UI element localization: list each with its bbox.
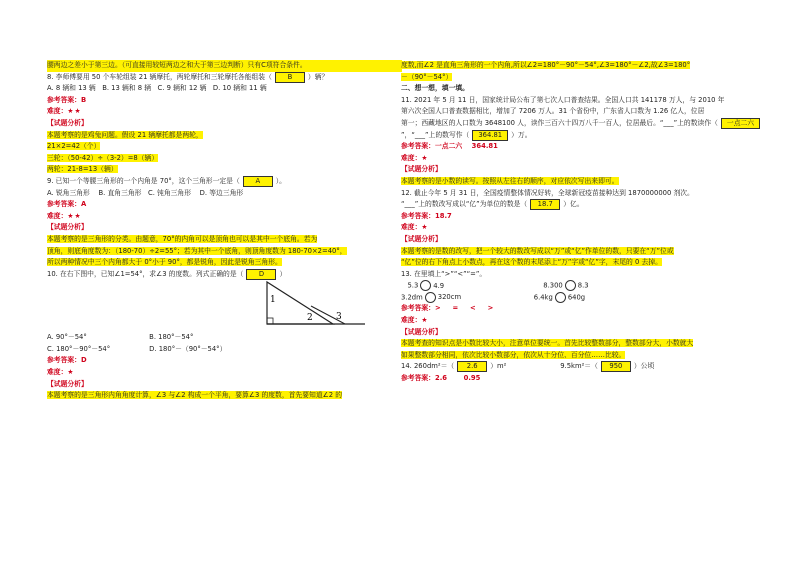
answer-value: 2.6 0.95	[434, 374, 481, 383]
analysis-line: 本题考察的是小数的读写。按照从左往右的顺序，对应依次写出来即可。	[401, 176, 619, 185]
options-row	[47, 332, 402, 344]
question-11-line	[401, 130, 756, 142]
question-text: 14. 260dm²＝（	[401, 362, 455, 371]
reference-answer	[401, 373, 756, 385]
reference-answer	[401, 303, 756, 315]
answer-value: A	[80, 200, 87, 209]
analysis-heading: 【试题分析】	[401, 165, 442, 174]
option-d: D. 180°－（90°－54°）	[149, 344, 227, 353]
answer-box: A	[243, 176, 273, 187]
question-11-line: 第六次全国人口普查数据相比，增加了 7206 万人。31 个省份中，广东省人口数为 1.26 亿人，位居	[401, 107, 705, 116]
difficulty-label: 难度：	[401, 223, 422, 232]
answer-box: 一点二六	[721, 118, 760, 129]
answer-value: D	[80, 356, 87, 365]
analysis-heading: 【试题分析】	[401, 234, 442, 243]
angle-2-label: 2	[307, 313, 313, 324]
answer-label: 参考答案：	[47, 200, 81, 209]
option-a: A. 90°－54°	[47, 333, 87, 342]
option-a: A. 8 辆和 13 辆	[47, 84, 96, 93]
question-text: 8. 李师傅要用 50 个车轮组装 21 辆摩托，两轮摩托和三轮摩托各能组装（	[47, 72, 272, 81]
difficulty-label: 难度：	[401, 153, 422, 162]
answer-label: 参考答案：	[401, 142, 435, 151]
question-11-line: 11. 2021 年 5 月 11 日，国家统计局公布了第七次人口普查结果。全国人口共 141178 万人，与 2010 年	[401, 95, 725, 104]
option-d: D. 10 辆和 11 辆	[212, 84, 267, 93]
difficulty-label: 难度：	[401, 316, 422, 325]
angle-1-label: 1	[270, 295, 276, 306]
difficulty-label: 难度：	[47, 107, 68, 116]
analysis-line: 顶角，则底角度数为：（180-70）÷2=55°；若为其中一个底角，则顶角度数为 180-70×2=40°，	[47, 246, 347, 255]
question-text: 10. 在右下图中，已知∠1=54°，求∠3 的度数。列式正确的是（	[47, 269, 244, 278]
difficulty-stars: ★	[421, 153, 429, 162]
compare-left: 6.4kg	[533, 293, 553, 302]
analysis-line: 本题考察的是鸡兔问题。假设 21 辆摩托都是两轮，	[47, 130, 203, 139]
question-unit: ）公顷	[633, 362, 655, 371]
answer-value: 18.7	[434, 211, 452, 220]
difficulty-stars: ★	[67, 368, 75, 377]
analysis-line: 两轮：21-8=13（辆）	[47, 165, 118, 174]
option-c: C. 180°－90°－54°	[47, 344, 111, 353]
compare-right: 320cm	[437, 293, 462, 302]
section-heading: 二、想一想，填一填。	[401, 84, 469, 93]
compare-left: 8.300	[543, 281, 563, 290]
difficulty	[47, 211, 402, 223]
question-tail: ）。	[275, 176, 286, 185]
compare-left: 3.2dm	[401, 293, 423, 302]
compare-right: 640g	[567, 293, 586, 302]
analysis-line: 如果整数部分相同，依次比较小数部分，依次从十分位、百分位……比较。	[401, 350, 626, 359]
answer-value: > = < >	[434, 304, 494, 313]
reference-answer	[47, 199, 402, 211]
answer-label: 参考答案：	[401, 304, 435, 313]
right-triangle-diagram	[215, 280, 365, 332]
question-text: 第一；西藏地区的人口数为 3648100 人，读作三百六十四万八千一百人，位居最后。“___”上的数读作（	[401, 118, 718, 127]
reference-answer	[47, 95, 402, 107]
reference-answer	[401, 211, 756, 223]
question-tail: ）	[279, 269, 287, 278]
angle-3-label: 3	[336, 312, 342, 323]
analysis-line: 度数,而∠2 是直角三角形的一个内角,所以∠2=180°－90°－54°,∠3=180°－∠2,故∠3=180°	[401, 61, 691, 69]
difficulty	[401, 222, 756, 234]
option-b: B. 13 辆和 8 辆	[102, 84, 152, 93]
answer-label: 参考答案：	[47, 95, 81, 104]
option-d: D. 等边三角形	[199, 188, 244, 197]
answer-box: B	[275, 72, 305, 83]
question-text: ”，“___”上的数写作（	[401, 130, 470, 139]
question-unit: ）m²	[490, 362, 507, 371]
answer-box: 18.7	[530, 199, 560, 210]
right-column	[401, 60, 756, 385]
question-12-line	[401, 199, 756, 211]
answer-box: 364.81	[472, 130, 508, 141]
options-row	[47, 344, 402, 356]
analysis-line: －（90°－54°）	[401, 72, 453, 81]
answer-value: B	[80, 95, 87, 104]
analysis-line: “亿”位的右下角点上小数点，再在这个数的末尾添上“万”字或“亿”字，末尾的 0 去掉。	[401, 258, 662, 267]
difficulty-stars: ★	[421, 223, 429, 232]
analysis-line: 本题考察的是三角形的分类。由题意，70°的内角可以是顶角也可以是其中一个底角。若为	[47, 234, 318, 243]
reference-answer	[401, 141, 756, 153]
analysis-line: 三轮：（50-42）÷（3-2）=8（辆）	[47, 153, 159, 162]
analysis-heading: 【试题分析】	[47, 223, 88, 232]
answer-label: 参考答案：	[401, 211, 435, 220]
option-b: B. 直角三角形	[98, 188, 142, 197]
analysis-heading: 【试题分析】	[401, 327, 442, 336]
options-row	[47, 188, 402, 200]
question-9	[47, 176, 402, 188]
difficulty-label: 难度：	[47, 211, 68, 220]
question-13: 13. 在里填上“>”“<”“=”。	[401, 269, 487, 278]
difficulty	[47, 106, 402, 118]
answer-box: 950	[601, 361, 631, 372]
analysis-line: 本题考察的是数的改写，把一个较大的数改写成以“万”或“亿”作单位的数，只要在“万”位或	[401, 246, 674, 255]
difficulty	[47, 367, 402, 379]
difficulty-label: 难度：	[47, 368, 68, 377]
question-text: 9. 已知一个等腰三角形的一个内角是 70°，这个三角形一定是（	[47, 176, 240, 185]
answer-value: 一点二六 364.81	[434, 142, 498, 151]
analysis-line: 本题考查的知识点是小数比较大小，注意单位要统一。首先比较整数部分，整数部分大，小数就大	[401, 339, 694, 348]
question-text: 9.5km²＝（	[560, 362, 598, 371]
analysis-line: 21×2=42（个）	[47, 142, 101, 151]
analysis-heading: 【试题分析】	[47, 118, 88, 127]
difficulty-stars: ★★	[67, 107, 82, 116]
left-column	[47, 60, 402, 402]
compare-left: 5.3	[407, 281, 419, 290]
question-14	[401, 361, 756, 373]
answer-label: 参考答案：	[401, 374, 435, 383]
difficulty	[401, 153, 756, 165]
option-a: A. 锐角三角形	[47, 188, 90, 197]
question-8	[47, 72, 402, 84]
analysis-heading: 【试题分析】	[47, 379, 88, 388]
question-tail: ）万。	[511, 130, 532, 139]
compare-circle[interactable]	[555, 292, 566, 303]
compare-circle[interactable]	[565, 280, 576, 291]
question-10	[47, 269, 402, 281]
analysis-line: 本题考察的是三角形内角角度计算，∠3 与∠2 构成一个平角，要算∠3 的度数，首先要知道∠2 的	[47, 391, 342, 400]
analysis-line: 所以两种情况中三个内角都大于 0°小于 90°，都是锐角，因此是锐角三角形。	[47, 258, 282, 267]
question-12-line: 12. 截止今年 5 月 31 日，全国疫情整体情况好转，全球新冠疫苗接种达到 1870000000 剂次。	[401, 188, 694, 197]
question-tail: ）亿。	[563, 200, 584, 209]
compare-circle[interactable]	[425, 292, 436, 303]
difficulty-stars: ★	[421, 316, 429, 325]
option-c: C. 9 辆和 12 辆	[157, 84, 207, 93]
question-11-line	[401, 118, 756, 130]
answer-label: 参考答案：	[47, 356, 81, 365]
triangle-figure	[47, 280, 402, 332]
option-b: B. 180°－54°	[149, 333, 194, 342]
reference-answer	[47, 355, 402, 367]
compare-row	[401, 280, 756, 292]
options-row	[47, 83, 402, 95]
difficulty	[401, 315, 756, 327]
difficulty-stars: ★★	[67, 211, 82, 220]
compare-row	[401, 292, 756, 304]
compare-right: 8.3	[577, 281, 589, 290]
option-c: C. 钝角三角形	[147, 188, 192, 197]
question-tail: ）辆？	[307, 72, 329, 81]
answer-box: D	[246, 269, 276, 280]
analysis-line: 腰两边之差小于第三边。（可直接用较短两边之和大于第三边判断）只有C项符合条件。	[47, 60, 402, 72]
compare-circle[interactable]	[420, 280, 431, 291]
answer-box: 2.6	[457, 361, 487, 372]
compare-right: 4.9	[433, 281, 445, 290]
question-text: “___”上的数改写成以“亿”为单位的数是（	[401, 200, 528, 209]
